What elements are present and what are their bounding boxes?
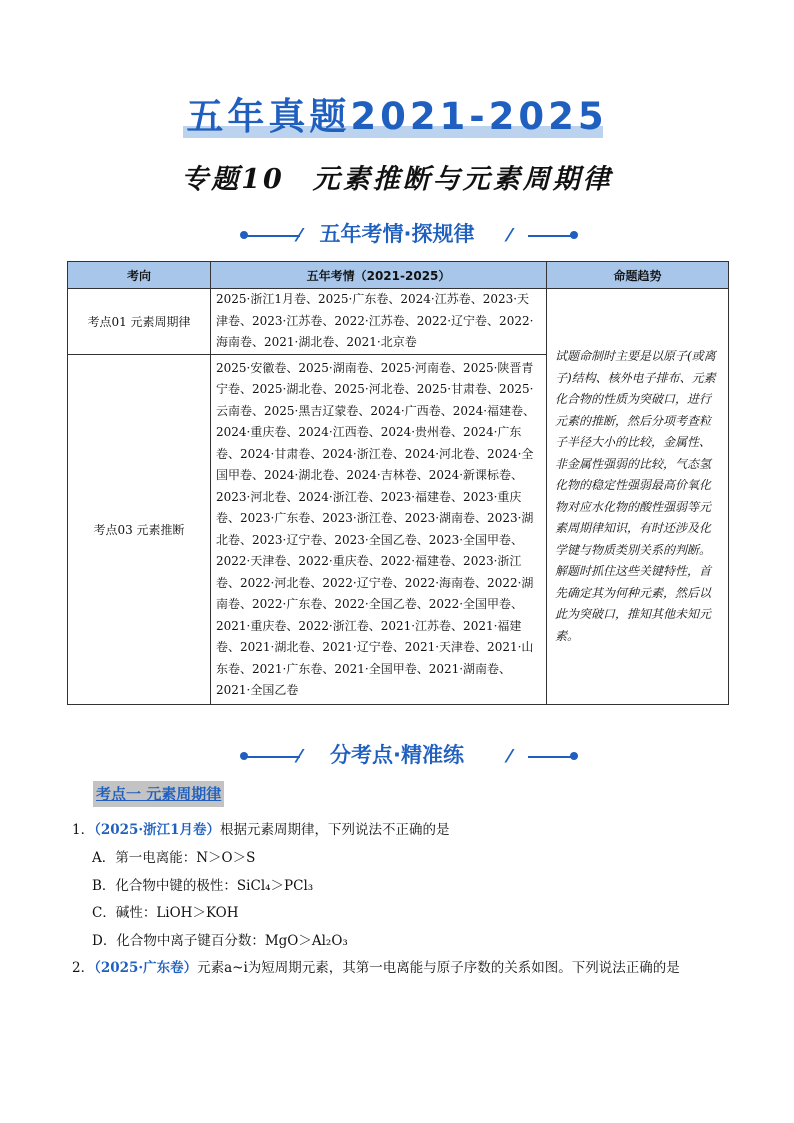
question-number: 2． [72,960,95,976]
practice-heading-text: 分考点·精准练 [330,743,464,767]
heading-slash-icon: ⁄ [508,746,512,767]
main-title: 五年真题2021-2025 [186,95,608,138]
question-source: （2025·浙江1月卷） [94,822,221,838]
heading-slash-icon: ⁄ [508,225,512,246]
trend-heading-text: 五年考情·探规律 [319,222,475,246]
heading-slash-icon: ⁄ [298,225,302,246]
topic-name: 元素推断与元素周期律 [312,164,613,195]
main-title-area [0,92,794,142]
exam-list-cell: 2025·安徽卷、2025·湖南卷、2025·河南卷、2025·陕晋青宁卷、2025·湖北卷、2025·河北卷、2025·甘肃卷、2025·云南卷、2025·黑吉辽蒙卷、2024·广西卷、2024·福建卷、2024·重庆卷、2024·江西卷、2024·贵州卷、2024·广东卷、2024·甘肃卷、2024·浙江卷、2024·河北卷、2024·全国甲卷、2024·湖北卷、2024·吉林卷、2024·新课标卷、2023·河北卷、2024·浙江卷、2023·福建卷、2023·重庆卷、2023·广东卷、2023·浙江卷、2023·湖南卷、2023·湖北卷、2023·辽宁卷、2023·全国乙卷、2023·全国甲卷、2022·天津卷、2022·重庆卷、2022·福建卷、2023·浙江卷、2022·河北卷、2022·辽宁卷、2022·海南卷、2022·湖南卷、2022·广东卷、2022·全国乙卷、2022·全国甲卷、2021·重庆卷、2022·浙江卷、2021·江苏卷、2021·福建卷、2021·湖北卷、2021·辽宁卷、2021·天津卷、2021·山东卷、2021·广东卷、2021·全国甲卷、2021·湖南卷、2021·全国乙卷 [211,355,547,705]
option-b: B．化合物中键的极性：SiCl₄＞PCl₃ [92,878,314,894]
header-trend: 命题趋势 [547,262,729,289]
question-1 [72,820,450,840]
exam-list-cell: 2025·浙江1月卷、2025·广东卷、2024·江苏卷、2023·天津卷、2023·江苏卷、2022·江苏卷、2022·辽宁卷、2022·海南卷、2021·湖北卷、2021·北京卷 [211,289,547,355]
question-2 [72,958,680,978]
table-row [68,289,729,355]
option-a: A．第一电离能：N＞O＞S [92,850,256,866]
topic-number: 专题10 [181,164,285,195]
question-source: （2025·广东卷） [94,960,198,976]
question-stem: 根据元素周期律，下列说法不正确的是 [220,822,450,838]
topic-title [0,160,794,200]
header-exams: 五年考情（2021-2025） [211,262,547,289]
heading-slash-icon: ⁄ [298,746,302,767]
trend-cell: 试题命制时主要是以原子(或离子)结构、核外电子排布、元素化合物的性质为突破口，进行元素的推断，然后分项考查粒子半径大小的比较，金属性、非金属性强弱的比较，气态氢化物的稳定性强弱最高价氧化物对应水化物的酸性强弱等元素周期律知识，有时还涉及化学键与物质类别关系的判断。解题时抓住这些关键特性，首先确定其为何种元素，然后以此为突破口，推知其他未知元素。 [547,289,729,705]
option-c: C．碱性：LiOH＞KOH [92,905,239,921]
question-number: 1． [72,822,95,838]
table-header-row [68,262,729,289]
header-direction: 考向 [68,262,211,289]
heading-dot [570,752,578,760]
heading-dot [570,231,578,239]
practice-section-heading [0,740,794,770]
topic-cell: 考点01 元素周期律 [68,289,211,355]
heading-line-right [528,756,572,758]
option-d: D．化合物中离子键百分数：MgO＞Al₂O₃ [92,933,348,949]
trend-section-heading [0,219,794,249]
topic-cell: 考点03 元素推断 [68,355,211,705]
exam-trend-table [67,261,729,705]
question-stem: 元素a~i为短周期元素，其第一电离能与原子序数的关系如图。下列说法正确的是 [197,960,680,976]
heading-line-right [528,235,572,237]
kp-label: 考点一 元素周期律 [93,781,224,807]
